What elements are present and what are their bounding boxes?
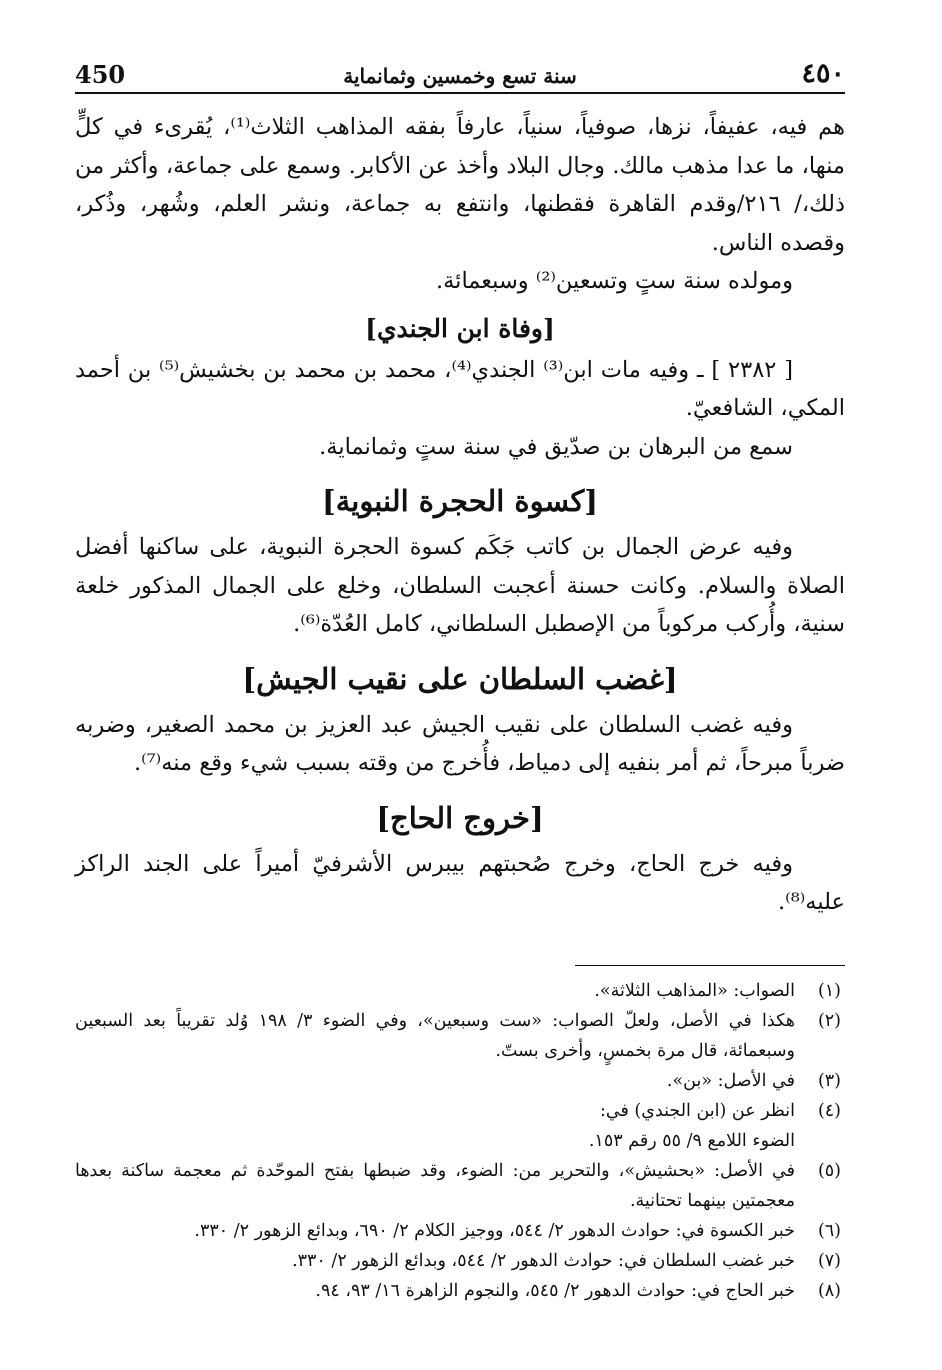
footnote-text	[75, 1246, 795, 1276]
footnote-number: (٧)	[817, 1251, 841, 1271]
footnote	[75, 1246, 845, 1276]
footnote-text	[75, 1096, 795, 1156]
running-title: سنة تسع وخمسين وثمانماية	[343, 64, 577, 88]
footnote-text	[75, 1276, 795, 1306]
book-page	[75, 0, 845, 1370]
footnote-text	[75, 1156, 795, 1216]
footnote	[75, 1276, 845, 1306]
section-heading: [غضب السلطان على نقيب الجيش]	[242, 661, 678, 696]
footnote-number: (٣)	[817, 1071, 841, 1091]
footnote-text	[75, 1066, 795, 1096]
footnote-number: (١)	[817, 981, 841, 1001]
paragraph: وفيه عرض الجمال بن كاتب جَكَم كسوة الحجرة النبوية، على ساكنها أفضل الصلاة والسلام. وكانت حسنة أعجبت السلطان، وخلع على الجمال المذكور خلعة سنية، وأُركب مركوباً من الإصطبل السلطاني، كامل العُدّة⁽⁶⁾.	[75, 534, 845, 637]
paragraph: وفيه غضب السلطان على نقيب الجيش عبد العزيز بن محمد الصغير، وضربه ضرباً مبرحاً، ثم أمر بنفيه إلى دمياط، فأُخرج من وقته بسبب شيء وقع منه⁽⁷⁾.	[75, 711, 845, 776]
footnote-number: (٦)	[817, 1221, 841, 1241]
section-heading: [خروج الحاج]	[376, 800, 544, 835]
footnote-text	[75, 1006, 795, 1066]
footnote-line: خبر غضب السلطان في: حوادث الدهور ٢/ ٥٤٤، وبدائع الزهور ٢/ ٣٣٠.	[292, 1251, 795, 1271]
footnote-text	[75, 1216, 795, 1246]
footnote-line: في الأصل: «بحشيش»، والتحرير من: الضوء، وقد ضبطها بفتح الموحّدة ثم معجمة ساكنة بعدها معجمتين بينهما تحتانية.	[75, 1161, 795, 1211]
section-heading: [كسوة الحجرة النبوية]	[321, 484, 598, 518]
footnote	[75, 1156, 845, 1216]
page-number-arabic: ٤٥٠	[801, 58, 845, 89]
footnote-number: (٢)	[817, 1011, 841, 1031]
footnote-number: (٤)	[817, 1101, 841, 1121]
footnotes	[75, 976, 845, 1306]
paragraph: ومولده سنة ستٍ وتسعين⁽²⁾ وسبعمائة.	[435, 268, 793, 294]
footnote-number: (٨)	[817, 1281, 841, 1301]
section-heading: [وفاة ابن الجندي]	[365, 313, 555, 343]
footnote	[75, 1066, 845, 1096]
paragraph: وفيه خرج الحاج، وخرج صُحبتهم بيبرس الأشرفيّ أميراً على الجند الراكز عليه⁽⁸⁾.	[75, 850, 845, 915]
footnote-line: هكذا في الأصل، ولعلّ الصواب: «ست وسبعين»، وفي الضوء ٣/ ١٩٨ وُلد تقريباً بعد السبعين وسبعمائة، قال مرة بخمسٍ، وأخرى بستّ.	[75, 1011, 795, 1061]
footnote-line: في الأصل: «بن».	[666, 1071, 795, 1091]
footnote-line: خبر الحاج في: حوادث الدهور ٢/ ٥٤٥، والنجوم الزاهرة ١٦/ ٩٣، ٩٤.	[315, 1281, 795, 1301]
footnote	[75, 1006, 845, 1066]
footnote-number: (٥)	[817, 1161, 841, 1181]
footnote	[75, 1216, 845, 1246]
page-number-latin: 450	[75, 60, 126, 89]
main-text	[75, 108, 845, 922]
paragraph: سمع من البرهان بن صدّيق في سنة ستٍ وثمانماية.	[319, 433, 793, 460]
footnote-separator	[575, 965, 845, 966]
paragraph: هم فيه، عفيفاً، نزها، صوفياً، سنياً، عارفاً بفقه المذاهب الثلاث⁽¹⁾، يُقرىء في كلٍّ منها، ما عدا مذهب مالك. وجال البلاد وأخذ عن الأكابر. وسمع على جماعة، وأكثر من ذلك،/ ٢١٦/وقدم القاهرة فقطنها، وانتفع به جماعة، ونشر العلم، وشُهر، وذُكر، وقصده الناس.	[75, 114, 845, 256]
footnote-line: الصواب: «المذاهب الثلاثة».	[594, 981, 795, 1001]
footnote	[75, 976, 845, 1006]
page-header	[75, 56, 845, 94]
footnote-text	[75, 976, 795, 1006]
footnote-line: خبر الكسوة في: حوادث الدهور ٢/ ٥٤٤، ووجيز الكلام ٢/ ٦٩٠، وبدائع الزهور ٢/ ٣٣٠.	[194, 1221, 795, 1241]
footnote-line: انظر عن (ابن الجندي) في:	[600, 1101, 795, 1121]
footnote	[75, 1096, 845, 1156]
entry-paragraph: [ ٢٣٨٢ ] ـ وفيه مات ابن⁽³⁾ الجندي⁽⁴⁾، محمد بن محمد بن بخشيش⁽⁵⁾ بن أحمد المكي، الشافعيّ.	[75, 356, 845, 421]
footnote-line: الضوء اللامع ٩/ ٥٥ رقم ١٥٣.	[588, 1131, 795, 1151]
